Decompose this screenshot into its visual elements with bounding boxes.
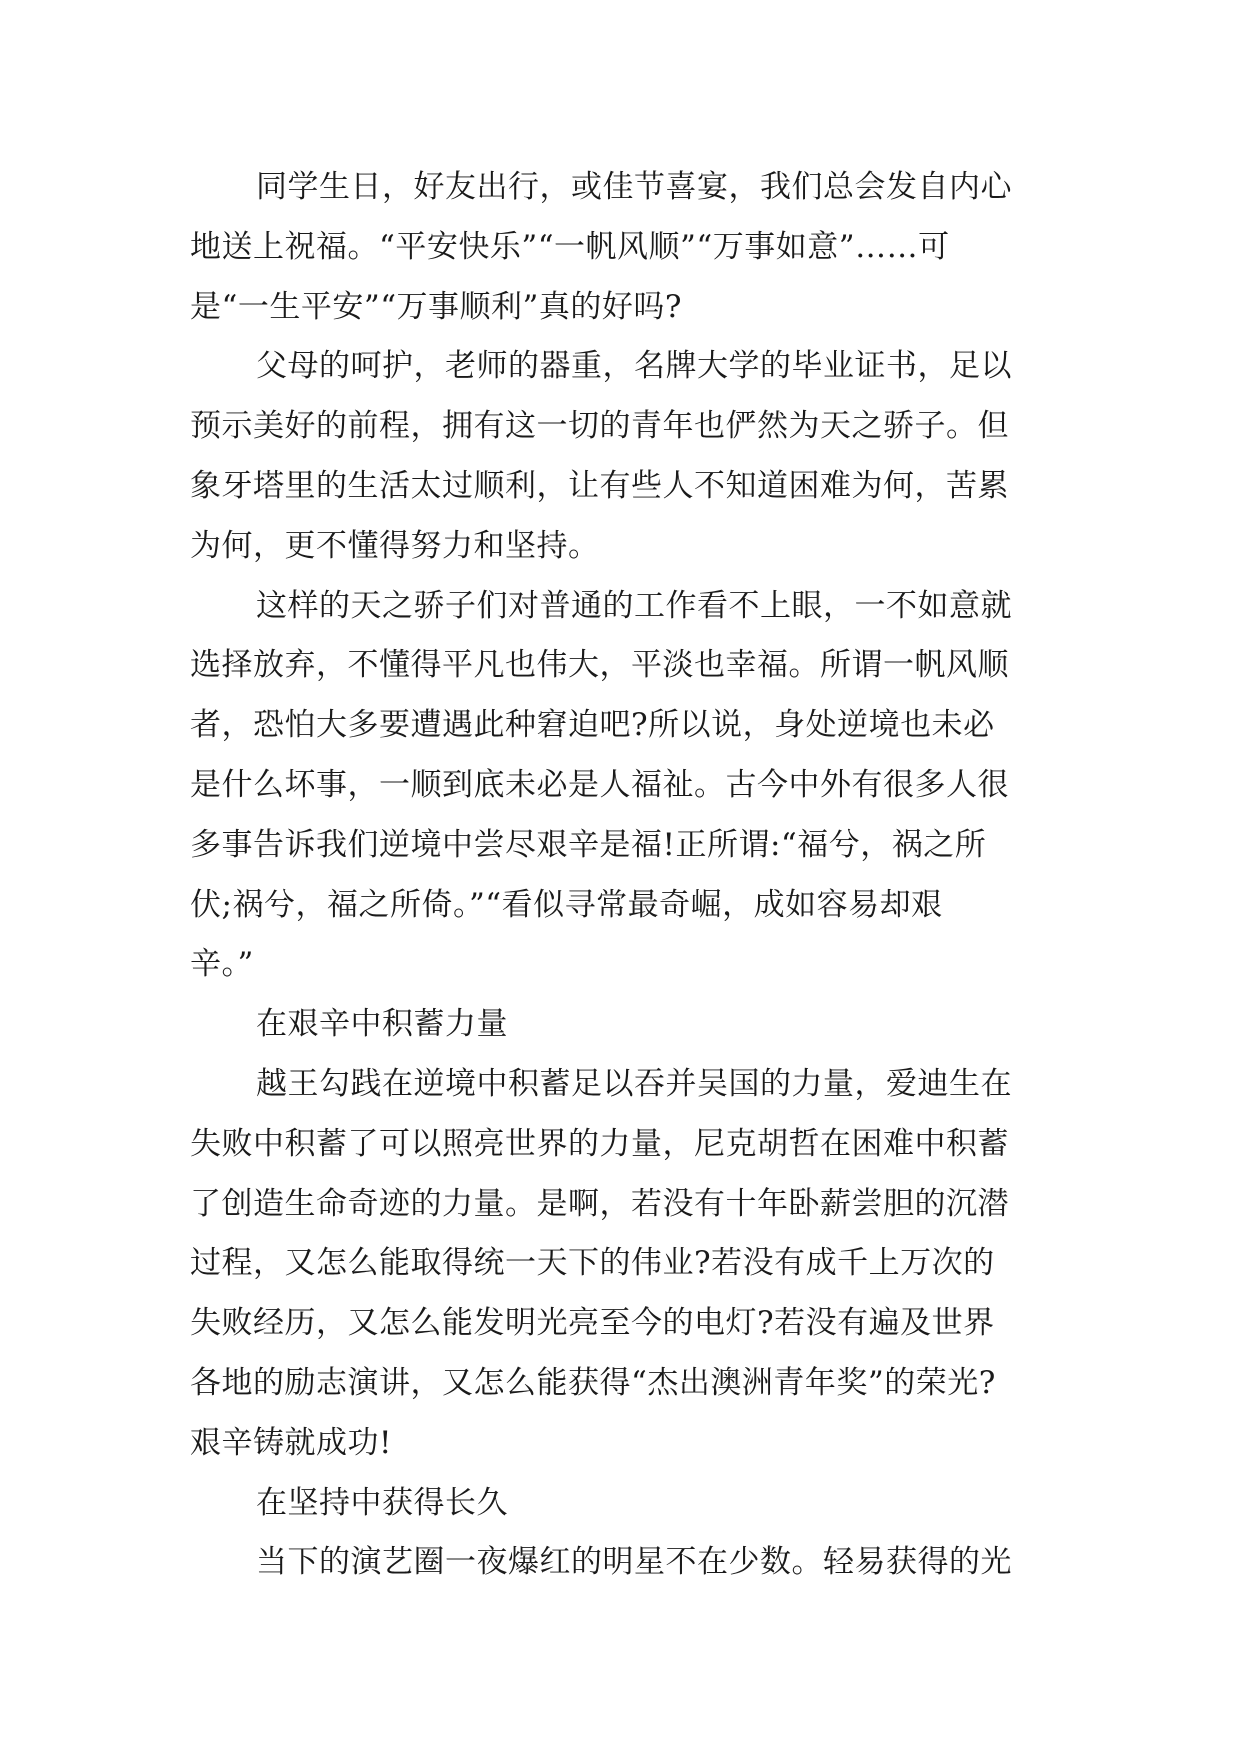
paragraph-2-line-1: 父母的呵护，老师的器重，名牌大学的毕业证书，足以	[256, 348, 1012, 385]
section-heading-1: 在艰辛中积蓄力量	[256, 1006, 508, 1043]
paragraph-4-line-5: 失败经历，又怎么能发明光亮至今的电灯?若没有遍及世界	[190, 1305, 995, 1342]
document-body	[190, 158, 1050, 1593]
paragraph-3-line-3: 者，恐怕大多要遭遇此种窘迫吧?所以说，身处逆境也未必	[190, 707, 995, 744]
paragraph-3-line-4: 是什么坏事，一顺到底未必是人福祉。古今中外有很多人很	[190, 766, 1009, 803]
paragraph-3-line-5: 多事告诉我们逆境中尝尽艰辛是福!正所谓:“福兮，祸之所	[190, 826, 987, 863]
paragraph-4-line-4: 过程，又怎么能取得统一天下的伟业?若没有成千上万次的	[190, 1245, 995, 1282]
paragraph-4-line-6: 各地的励志演讲，又怎么能获得“杰出澳洲青年奖”的荣光?	[190, 1364, 996, 1401]
paragraph-4-line-3: 了创造生命奇迹的力量。是啊，若没有十年卧薪尝胆的沉潜	[190, 1185, 1009, 1222]
paragraph-4-line-1: 越王勾践在逆境中积蓄足以吞并吴国的力量，爱迪生在	[256, 1065, 1012, 1102]
paragraph-2-line-4: 为何，更不懂得努力和坚持。	[190, 527, 600, 564]
paragraph-5-line-1: 当下的演艺圈一夜爆红的明星不在少数。轻易获得的光	[256, 1544, 1012, 1581]
paragraph-4-line-2: 失败中积蓄了可以照亮世界的力量，尼克胡哲在困难中积蓄	[190, 1125, 1009, 1162]
paragraph-1-line-2: 地送上祝福。“平安快乐”“一帆风顺”“万事如意”……可	[190, 228, 950, 265]
paragraph-2-line-3: 象牙塔里的生活太过顺利，让有些人不知道困难为何，苦累	[190, 467, 1009, 504]
paragraph-3-line-7: 辛。”	[190, 946, 254, 983]
paragraph-3-line-6: 伏;祸兮，福之所倚。”“看似寻常最奇崛，成如容易却艰	[190, 886, 943, 923]
paragraph-4-line-7: 艰辛铸就成功!	[190, 1424, 392, 1461]
paragraph-3-line-1: 这样的天之骄子们对普通的工作看不上眼，一不如意就	[256, 587, 1012, 624]
paragraph-3-line-2: 选择放弃，不懂得平凡也伟大，平淡也幸福。所谓一帆风顺	[190, 647, 1009, 684]
paragraph-1-line-3: 是“一生平安”“万事顺利”真的好吗?	[190, 288, 683, 325]
paragraph-1-line-1: 同学生日，好友出行，或佳节喜宴，我们总会发自内心	[256, 169, 1012, 205]
section-heading-2: 在坚持中获得长久	[256, 1484, 508, 1521]
paragraph-2-line-2: 预示美好的前程，拥有这一切的青年也俨然为天之骄子。但	[190, 408, 1009, 445]
